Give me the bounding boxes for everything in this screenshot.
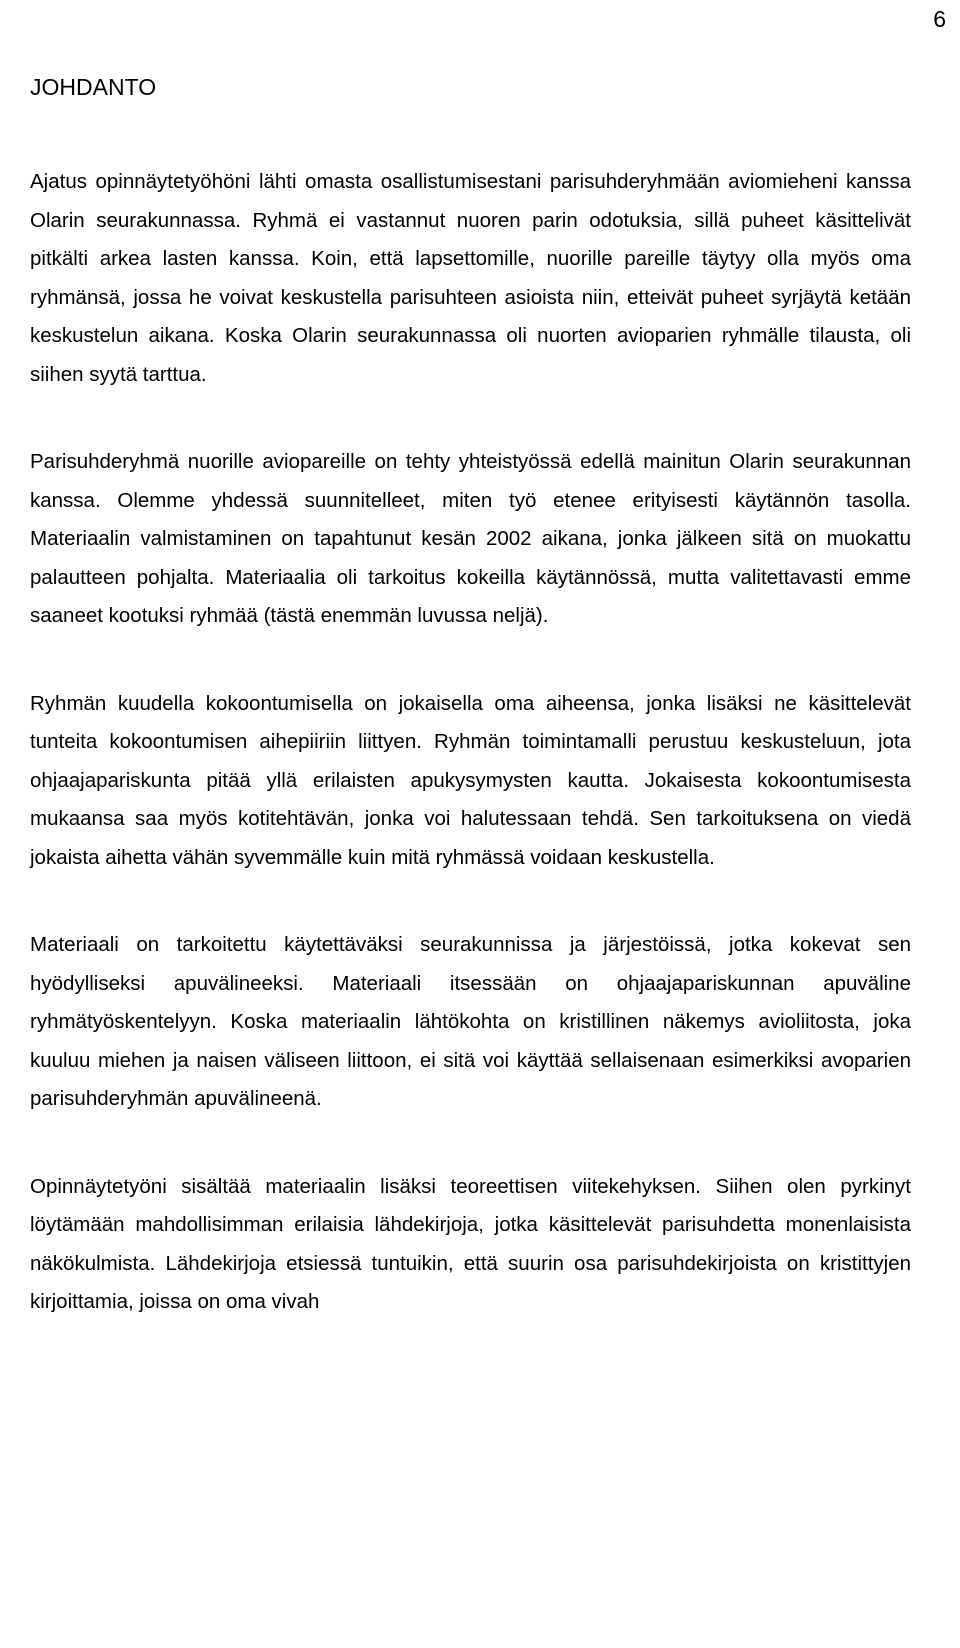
- body-text: [30, 163, 911, 1371]
- section-heading: JOHDANTO: [30, 74, 157, 100]
- paragraph: Ryhmän kuudella kokoontumisella on jokaisella oma aiheensa, jonka lisäksi ne käsittelevät tunteita kokoontumisen aihepiiriin liittyen. Ryhmän toimintamalli perustuu keskusteluun, jota ohjaajapariskunta pitää yllä erilaisten apukysymysten kautta. Jokaisesta kokoontumisesta mukaansa saa myös kotitehtävän, jonka voi halutessaan tehdä. Sen tarkoituksena on viedä jokaista aihetta vähän syvemmälle kuin mitä ryhmässä voidaan keskustella.: [30, 691, 911, 869]
- page-number: 6: [933, 6, 946, 32]
- paragraph: Parisuhderyhmä nuorille aviopareille on tehty yhteistyössä edellä mainitun Olarin seurakunnan kanssa. Olemme yhdessä suunnitelleet, miten työ etenee erityisesti käytännön tasolla. Materiaalin valmistaminen on tapahtunut kesän 2002 aikana, jonka jälkeen sitä on muokattu palautteen pohjalta. Materiaalia oli tarkoitus kokeilla käytännössä, mutta valitettavasti emme saaneet kootuksi ryhmää (tästä enemmän luvussa neljä).: [30, 450, 911, 627]
- paragraph: Materiaali on tarkoitettu käytettäväksi seurakunnissa ja järjestöissä, jotka kokevat sen hyödylliseksi apuvälineeksi. Materiaali itsessään on ohjaajapariskunnan apuväline ryhmätyöskentelyyn. Koska materiaalin lähtökohta on kristillinen näkemys avioliitosta, joka kuuluu miehen ja naisen väliseen liittoon, ei sitä voi käyttää sellaisenaan esimerkiksi avoparien parisuhderyhmän apuvälineenä.: [30, 933, 911, 1110]
- paragraph: Opinnäytetyöni sisältää materiaalin lisäksi teoreettisen viitekehyksen. Siihen olen pyrkinyt löytämään mahdollisimman erilaisia lähdekirjoja, jotka käsittelevät parisuhdetta monenlaisista näkökulmista. Lähdekirjoja etsiessä tuntuikin, että suurin osa parisuhdekirjoista on kristittyjen kirjoittamia, joissa on oma vivah: [30, 1174, 911, 1313]
- paragraph: Ajatus opinnäytetyöhöni lähti omasta osallistumisestani parisuhderyhmään aviomieheni kanssa Olarin seurakunnassa. Ryhmä ei vastannut nuoren parin odotuksia, sillä puheet käsittelivät pitkälti arkea lasten kanssa. Koin, että lapsettomille, nuorille pareille täytyy olla myös oma ryhmänsä, jossa he voivat keskustella parisuhteen asioista niin, etteivät puheet syrjäytä ketään keskustelun aikana. Koska Olarin seurakunnassa oli nuorten avioparien ryhmälle tilausta, oli siihen syytä tarttua.: [30, 170, 911, 386]
